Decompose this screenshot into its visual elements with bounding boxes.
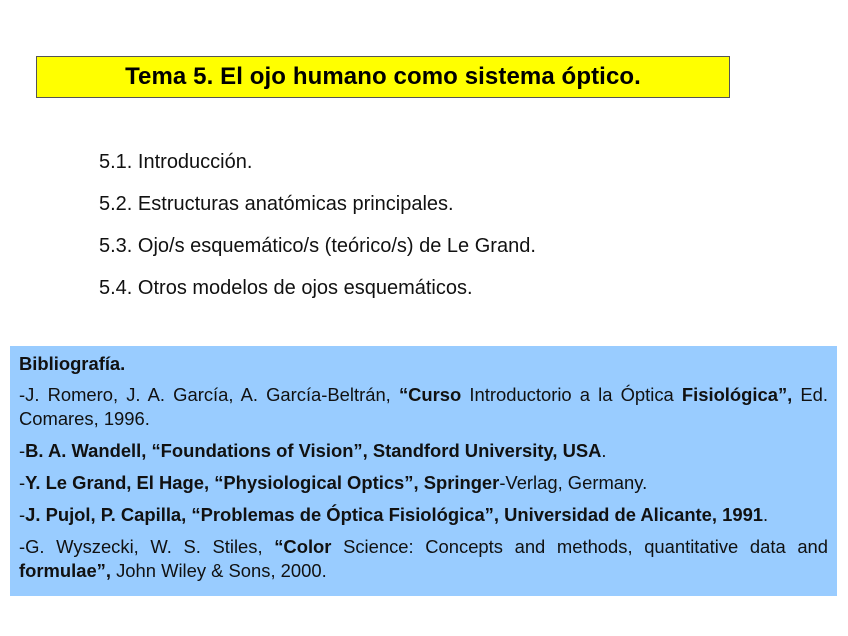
bibliography-entry-romero	[19, 383, 828, 431]
page-title: Tema 5. El ojo humano como sistema óptico.	[125, 63, 641, 90]
ref-text-bold: formulae”,	[19, 560, 111, 581]
ref-text-bold: “Curso	[398, 384, 462, 405]
bibliography-entry-wandell	[19, 439, 828, 463]
ref-text: Science: Concepts and methods, quantitative data and	[331, 536, 829, 557]
bibliography-entry-wyszecki	[19, 535, 828, 583]
ref-text: Ed. Comares, 1996.	[19, 384, 829, 429]
bibliography-entry-legrand	[19, 471, 828, 495]
ref-text: .	[763, 504, 769, 525]
ref-text: -	[19, 472, 26, 493]
ref-text: -	[19, 504, 26, 525]
ref-text-bold: Y. Le Grand, El Hage, “Physiological Optics”, Springer	[25, 472, 500, 493]
ref-text: .	[601, 440, 607, 461]
ref-text-bold: J. Pujol, P. Capilla, “Problemas de Óptica Fisiológica”, Universidad de Alicante, 1991	[25, 504, 764, 525]
ref-text: -G. Wyszecki, W. S. Stiles,	[19, 536, 275, 557]
bibliography-entry-pujol	[19, 503, 828, 527]
toc-item: 5.1. Introducción.	[99, 151, 253, 173]
ref-text-bold: B. A. Wandell, “Foundations of Vision”, Standford University, USA	[25, 440, 602, 461]
toc-item: 5.2. Estructuras anatómicas principales.	[99, 193, 454, 215]
ref-text-bold: “Color	[274, 536, 332, 557]
ref-text: -Verlag, Germany.	[499, 472, 648, 493]
ref-text: John Wiley & Sons, 2000.	[110, 560, 327, 581]
toc-item: 5.3. Ojo/s esquemático/s (teórico/s) de Le Grand.	[99, 235, 536, 257]
ref-text: -	[19, 440, 26, 461]
bibliography-panel	[10, 346, 837, 596]
ref-text-bold: Fisiológica”,	[681, 384, 793, 405]
toc-item: 5.4. Otros modelos de ojos esquemáticos.	[99, 277, 473, 299]
title-box	[36, 56, 730, 98]
bibliography-heading: Bibliografía.	[19, 353, 126, 374]
ref-text: Introductorio a la Óptica	[461, 384, 682, 405]
ref-text: -J. Romero, J. A. García, A. García-Beltrán,	[19, 384, 399, 405]
table-of-contents	[99, 148, 536, 316]
